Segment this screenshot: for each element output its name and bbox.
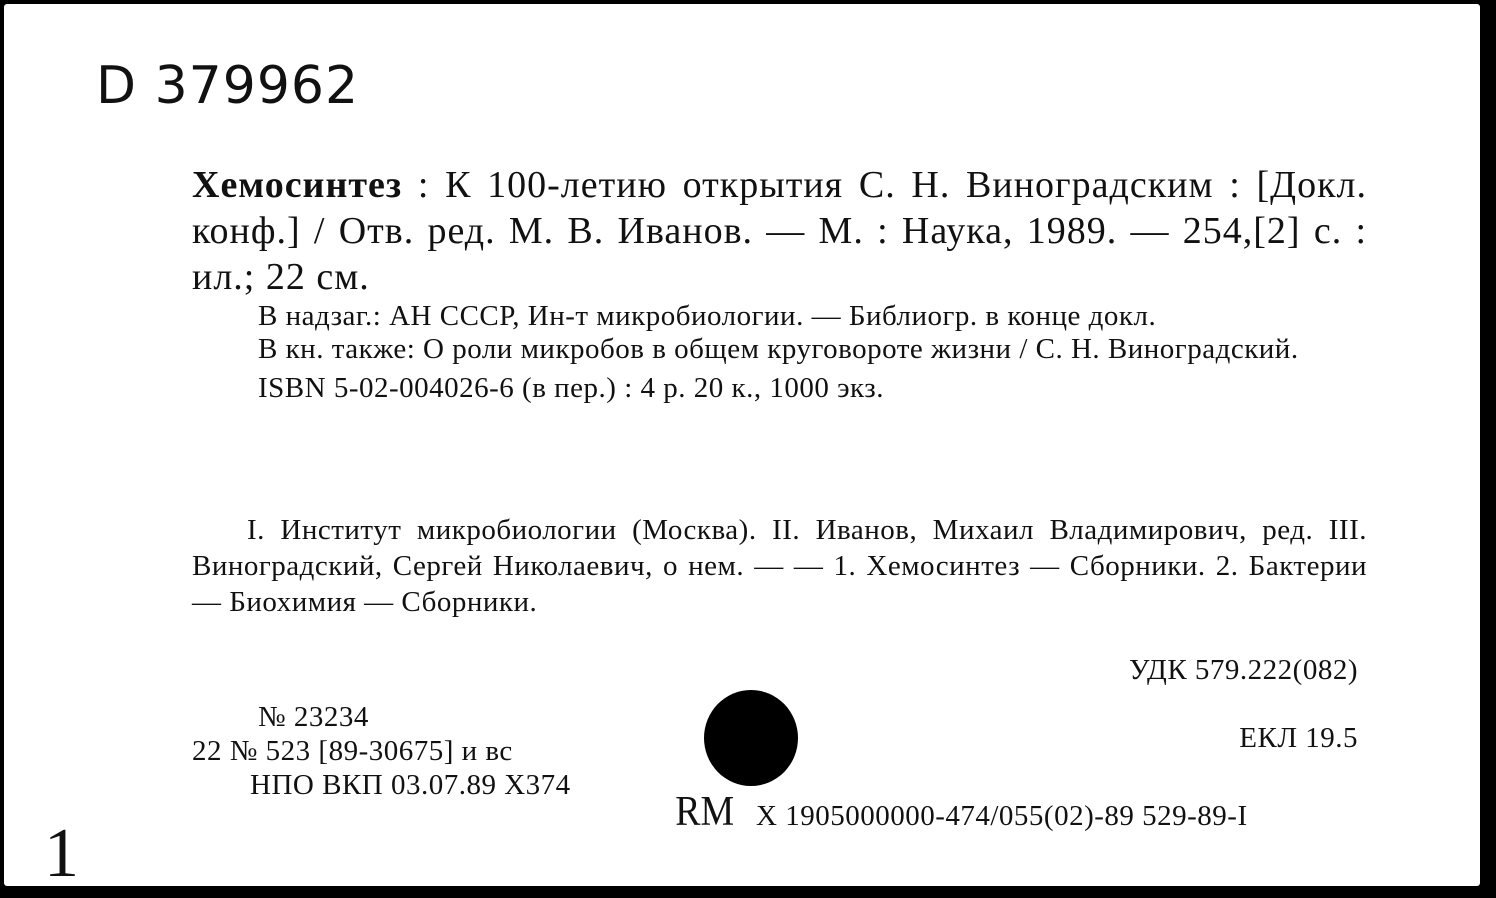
entry-body: : К 100-летию открытия С. Н. Виноградским : [Докл. конф.] / Отв. ред. М. В. Иванов. — М. : Наука, 1989. — 254,[2] с. : ил.; 22 см. — [192, 164, 1367, 298]
udk-code: УДК 579.222(082) — [1128, 654, 1358, 686]
note-contents-line: В кн. также: О роли микробов в общем круговороте жизни / С. Н. Виноградский. — [258, 333, 1299, 365]
ink-blot — [704, 690, 798, 786]
order-number: 22 № 523 [89-30675] и вс — [192, 735, 513, 767]
ekl-code: ЕКЛ 19.5 — [1239, 722, 1358, 754]
tracings: I. Институт микробиологии (Москва). II. Иванов, Михаил Владимирович, ред. III. Виноградский, Сергей Николаевич, о нем. — — 1. Хемосинтез — Сборники. 2. Бактерии — Биохимия — Сборники. — [192, 514, 1367, 618]
catalog-card — [4, 4, 1480, 892]
note-header-line: В надзаг.: АН СССР, Ин-т микробиологии. — Библиогр. в конце докл. — [258, 300, 1157, 332]
isbn-line: ISBN 5-02-004026-6 (в пер.) : 4 р. 20 к., 1000 экз. — [258, 372, 884, 404]
handwritten-mark: 1 — [44, 815, 79, 892]
printing-info: НПО ВКП 03.07.89 Х374 — [250, 769, 571, 801]
bibliographic-entry — [192, 162, 1367, 300]
card-codes — [192, 700, 571, 802]
entry-title: Хемосинтез — [192, 164, 403, 206]
rm-stamp: RM — [675, 789, 735, 835]
classification-code: X 1905000000-474/055(02)-89 529-89-I — [756, 800, 1248, 832]
card-number: № 23234 — [258, 701, 369, 733]
shelf-mark: D 379962 — [96, 56, 360, 116]
notes-block — [192, 300, 1367, 405]
